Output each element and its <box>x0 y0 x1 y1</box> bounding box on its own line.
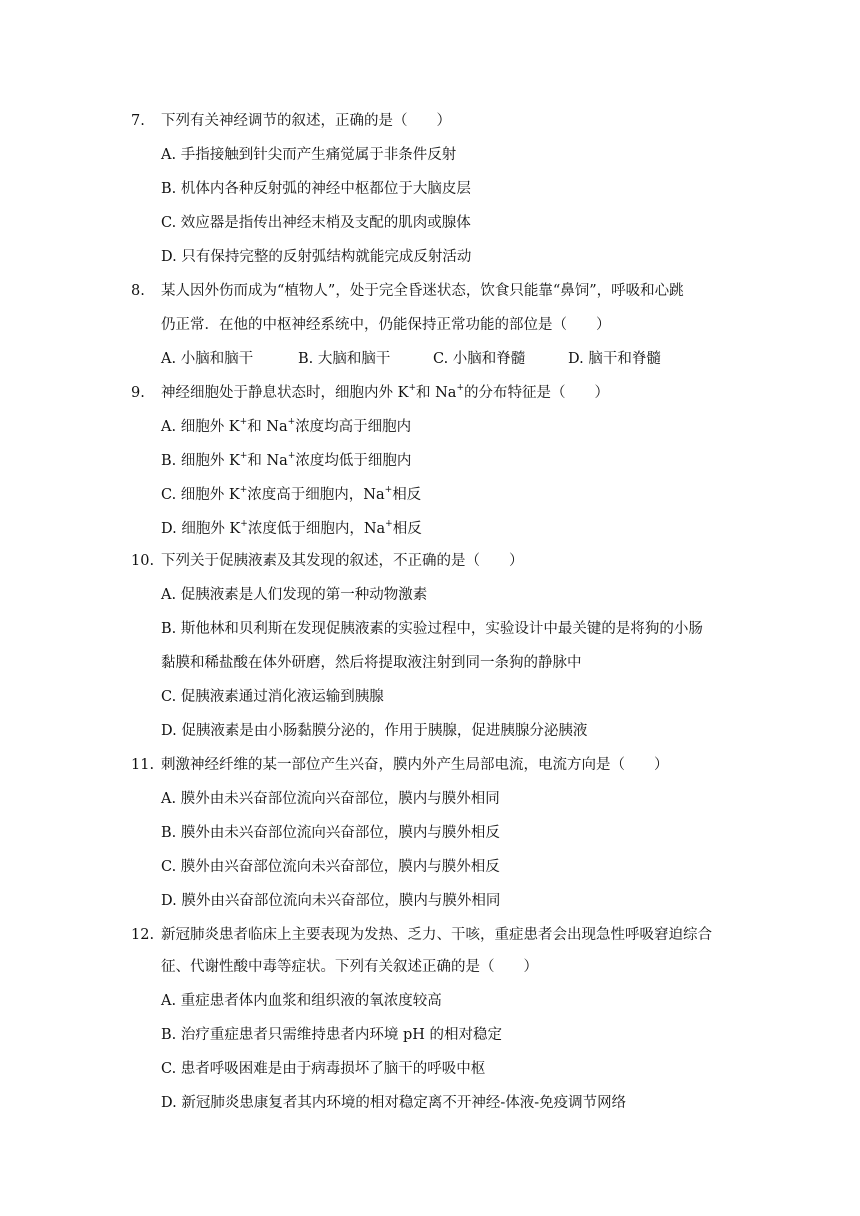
question-8-stem-line-1: 某人因外伤而成为“植物人”，处于完全昏迷状态，饮食只能靠“鼻饲”，呼吸和心跳 <box>161 283 684 299</box>
question-8-option-d: D. 脑干和脊髓 <box>568 351 661 367</box>
question-9-option-a: A. 细胞外 K+和 Na+浓度均高于细胞内 <box>161 417 412 435</box>
question-12-option-b: B. 治疗重症患者只需维持患者内环境 pH 的相对稳定 <box>161 1027 503 1043</box>
question-10-option-d: D. 促胰液素是由小肠黏膜分泌的，作用于胰腺，促进胰腺分泌胰液 <box>161 723 588 739</box>
question-7-option-a: A. 手指接触到针尖而产生痛觉属于非条件反射 <box>161 147 457 163</box>
question-10-option-a: A. 促胰液素是人们发现的第一种动物激素 <box>161 587 428 603</box>
question-11-number: 11. <box>131 757 155 773</box>
question-12-number: 12. <box>131 927 155 943</box>
question-11-option-a: A. 膜外由未兴奋部位流向兴奋部位，膜内与膜外相同 <box>161 791 500 807</box>
question-8-options-row <box>161 349 721 369</box>
question-7-stem: 下列有关神经调节的叙述，正确的是（ ） <box>161 113 451 129</box>
question-9-stem: 神经细胞处于静息状态时，细胞内外 K+和 Na+的分布特征是（ ） <box>161 383 609 401</box>
question-11-option-d: D. 膜外由兴奋部位流向未兴奋部位，膜内与膜外相同 <box>161 893 501 909</box>
question-10-option-c: C. 促胰液素通过消化液运输到胰腺 <box>161 689 384 705</box>
question-12-option-c: C. 患者呼吸困难是由于病毒损坏了脑干的呼吸中枢 <box>161 1061 486 1077</box>
question-9-option-b: B. 细胞外 K+和 Na+浓度均低于细胞内 <box>161 451 412 469</box>
question-10-option-b-continued: 黏膜和稀盐酸在体外研磨，然后将提取液注射到同一条狗的静脉中 <box>161 655 582 671</box>
question-10-number: 10. <box>131 553 155 569</box>
question-8-option-a: A. 小脑和脑干 <box>161 351 254 367</box>
question-12-stem-line-1: 新冠肺炎患者临床上主要表现为发热、乏力、干咳，重症患者会出现急性呼吸窘迫综合 <box>161 927 712 943</box>
question-10-option-b: B. 斯他林和贝利斯在发现促胰液素的实验过程中，实验设计中最关键的是将狗的小肠 <box>161 621 703 637</box>
question-11-stem: 刺激神经纤维的某一部位产生兴奋，膜内外产生局部电流，电流方向是（ ） <box>161 757 669 773</box>
question-8-option-b: B. 大脑和脑干 <box>298 351 391 367</box>
question-7-option-c: C. 效应器是指传出神经末梢及支配的肌肉或腺体 <box>161 215 471 231</box>
question-12-stem-line-2: 征、代谢性酸中毒等症状。下列有关叙述正确的是（ ） <box>161 959 538 975</box>
question-8-stem-line-2: 仍正常．在他的中枢神经系统中，仍能保持正常功能的部位是（ ） <box>161 317 611 333</box>
question-7-option-d: D. 只有保持完整的反射弧结构就能完成反射活动 <box>161 249 472 265</box>
question-7-option-b: B. 机体内各种反射弧的神经中枢都位于大脑皮层 <box>161 181 471 197</box>
question-7-number: 7. <box>131 113 145 129</box>
question-11-option-b: B. 膜外由未兴奋部位流向兴奋部位，膜内与膜外相反 <box>161 825 500 841</box>
question-9-option-d: D. 细胞外 K+浓度低于细胞内，Na+相反 <box>161 519 422 537</box>
question-9-option-c: C. 细胞外 K+浓度高于细胞内，Na+相反 <box>161 485 422 503</box>
question-10-stem: 下列关于促胰液素及其发现的叙述，不正确的是（ ） <box>161 553 524 569</box>
question-8-number: 8. <box>131 283 145 299</box>
question-9-number: 9. <box>131 385 145 401</box>
question-12-option-a: A. 重症患者体内血浆和组织液的氧浓度较高 <box>161 993 442 1009</box>
question-8-option-c: C. 小脑和脊髓 <box>433 351 526 367</box>
question-11-option-c: C. 膜外由兴奋部位流向未兴奋部位，膜内与膜外相反 <box>161 859 500 875</box>
question-12-option-d: D. 新冠肺炎患康复者其内环境的相对稳定离不开神经-体液-免疫调节网络 <box>161 1095 627 1111</box>
